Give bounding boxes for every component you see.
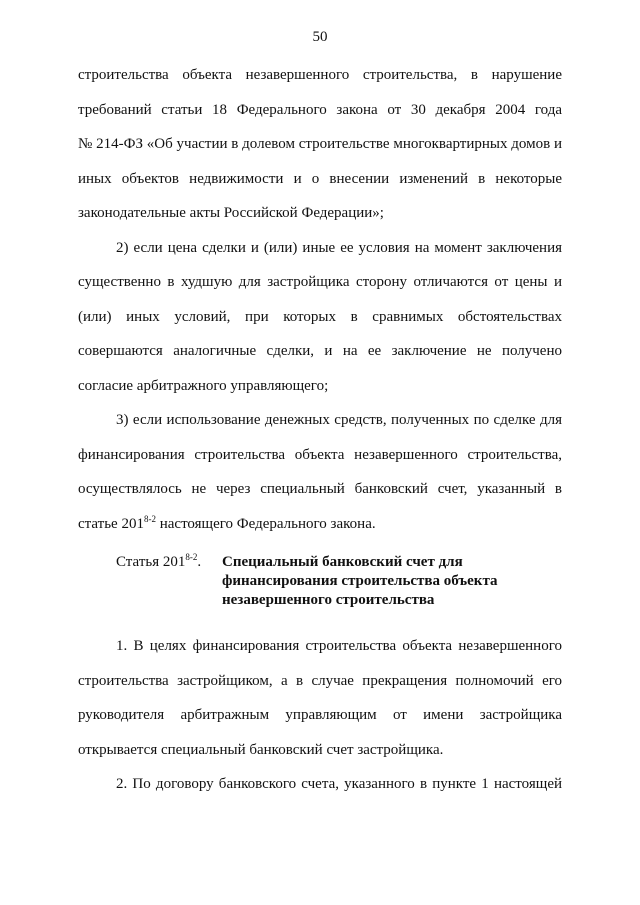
text-line: 1. В целях финансирования строительства объекта незавершенного — [116, 638, 562, 654]
text-line: финансирования строительства объекта незавершенного строительства, — [78, 446, 562, 463]
text-line: иных объектов недвижимости и о внесении изменений в некоторые — [78, 170, 562, 187]
text-line: согласие арбитражного управляющего; — [78, 377, 329, 394]
text-line: строительства объекта незавершенного строительства, в нарушение — [78, 67, 562, 83]
article-label-suffix: . — [197, 554, 202, 570]
text-line: открывается специальный банковский счет застройщика. — [78, 741, 444, 758]
article-title-line: незавершенного строительства — [222, 592, 435, 608]
text-fragment: настоящего Федерального закона. — [155, 515, 376, 532]
article-title-line: финансирования строительства объекта — [222, 573, 498, 589]
text-fragment: статье 201 — [78, 515, 144, 532]
article-title — [222, 553, 498, 610]
article-number — [116, 553, 222, 610]
article-label: Статья 201 — [116, 554, 186, 570]
text-line: 3) если использование денежных средств, полученных по сделке для — [116, 412, 562, 428]
superscript: 8-2 — [143, 513, 156, 524]
text-line: 2) если цена сделки и (или) иные ее условия на момент заключения — [116, 239, 562, 256]
text-line: № 214-ФЗ «Об участии в долевом строительстве многоквартирных домов и — [78, 136, 562, 152]
text-line: осуществлялось не через специальный банковский счет, указанный в — [78, 481, 562, 497]
superscript: 8-2 — [185, 552, 198, 562]
article-title-line: Специальный банковский счет для — [222, 554, 463, 570]
page-body — [78, 58, 562, 802]
text-line: 2. По договору банковского счета, указанного в пункте 1 настоящей — [116, 776, 562, 792]
text-line: законодательные акты Российской Федерации»; — [78, 205, 384, 221]
text-line — [78, 507, 562, 542]
text-line: руководителя арбитражным управляющим от имени застройщика — [78, 707, 562, 723]
text-line: строительства застройщиком, а в случае прекращения полномочий его — [78, 672, 562, 689]
text-line: совершаются аналогичные сделки, и на ее заключение не получено — [78, 343, 562, 359]
page-number: 50 — [312, 29, 328, 45]
article-heading — [116, 553, 562, 610]
text-line: требований статьи 18 Федерального закона от 30 декабря 2004 года — [78, 101, 562, 118]
text-line: существенно в худшую для застройщика сторону отличаются от цены и — [78, 274, 562, 290]
text-line: (или) иных условий, при которых в сравнимых обстоятельствах — [78, 308, 562, 325]
